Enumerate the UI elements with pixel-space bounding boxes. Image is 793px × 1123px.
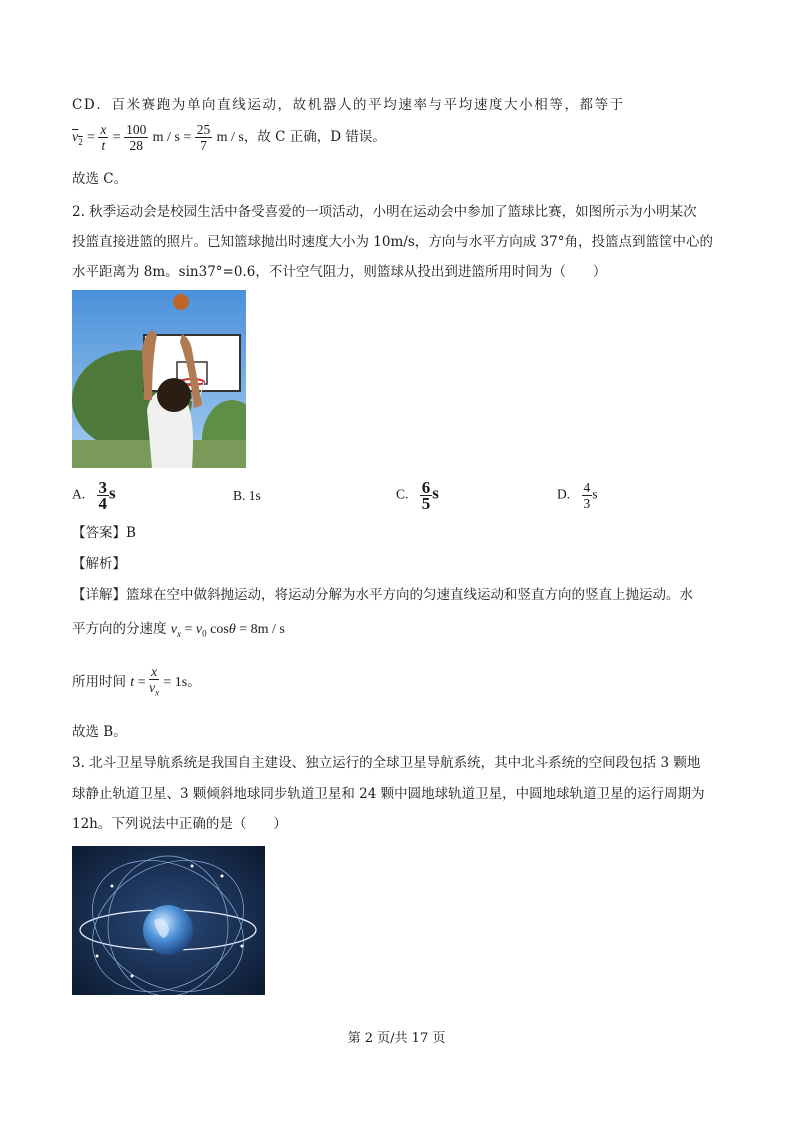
option-a[interactable]: A. $\frac{3}{4}$ s [72,478,116,513]
cd-conclusion: ，故 C 正确，D 错误。 [243,129,386,145]
basketball-photo [72,290,246,468]
option-d[interactable]: D. $\frac{4}{3}$ s [557,480,598,511]
option-c[interactable]: C. $\frac{6}{5}$ s [396,478,439,513]
fraction-25-7: $\frac{25}{7}$ [196,122,211,153]
q3-line1: 3. 北斗卫星导航系统是我国自主建设、独立运行的全球卫星导航系统，其中北斗系统的空间段包括 3 颗地 [72,755,701,771]
page-footer: 第 2 页/共 17 页 [347,1031,446,1046]
answer-label: 【答案】B [72,525,136,541]
fraction-100-28: $\frac{100}{28}$ [126,122,147,153]
q3-line3: 12h。下列说法中正确的是（ ） [72,816,287,832]
fraction-x-vx: $\frac{x}{v_x}$ [149,664,160,698]
q2-line2: 投篮直接进篮的照片。已知篮球抛出时速度大小为 10m/s，方向与水平方向成 37°角，投篮点到篮筐中心的 [72,234,713,250]
fraction-x-t: $\frac{x}{t}$ [100,122,107,153]
detail-line2: 平方向的分速度 $v_x = v_0$ cosθ = 8m / s [72,621,285,639]
analysis-label: 【解析】 [72,556,126,572]
q2-line1: 2. 秋季运动会是校园生活中备受喜爱的一项活动，小明在运动会中参加了篮球比赛，如图所示为小明某次 [72,204,697,220]
q2-line3: 水平距离为 8m。sin37°=0.6，不计空气阻力，则篮球从投出到进篮所用时间为（ ） [72,264,607,280]
cd-line-text: CD．百米赛跑为单向直线运动，故机器人的平均速率与平均速度大小相等，都等于 [72,97,625,113]
detail-line1: 【详解】篮球在空中做斜抛运动，将运动分解为水平方向的匀速直线运动和竖直方向的竖直上抛运动。水 [72,587,693,603]
q3-line2: 球静止轨道卫星、3 颗倾斜地球同步轨道卫星和 24 颗中圆地球轨道卫星，中圆地球轨道卫星的运行周期为 [72,786,705,802]
choose-b: 故选 B。 [72,724,127,740]
satellite-orbit-image [72,846,265,995]
time-formula: 所用时间 t = $\frac{x}{v_x}$ = 1s。 [72,664,201,701]
cd-formula: $v_2$ = $\frac{x}{t}$ = $\frac{100}{28}$ m / s = $\frac{25}{7}$ m / s，故 C 正确，D 错误。 [72,122,386,153]
v2-symbol: $v_2$ [72,130,83,147]
option-b[interactable]: B. 1s [233,488,261,503]
choose-c: 故选 C。 [72,171,128,187]
